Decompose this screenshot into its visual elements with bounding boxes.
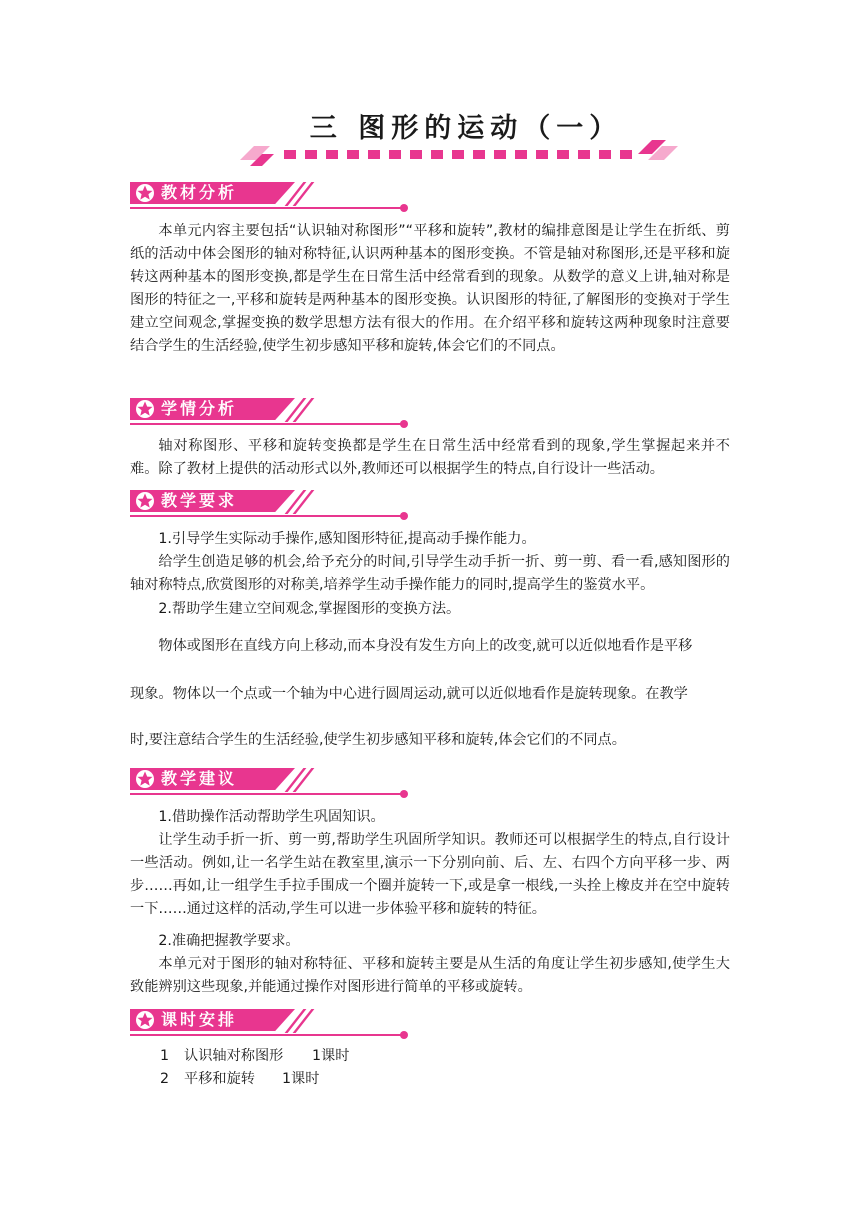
section-heading: 教学建议 (161, 769, 238, 788)
title-dash (431, 150, 443, 159)
title-dash (326, 150, 338, 159)
title-dash (599, 150, 611, 159)
title-banner (240, 100, 680, 170)
title-dash (284, 150, 296, 159)
star-icon (135, 769, 155, 789)
title-dash (557, 150, 569, 159)
title-dash (620, 150, 632, 159)
requirement-item-2: 2.帮助学生建立空间观念,掌握图形的变换方法。 (158, 601, 461, 617)
analysis-body: 本单元内容主要包括“认识轴对称图形”“平移和旋转”,教材的编排意图是让学生在折纸、剪纸的活动中体会图形的轴对称特征,认识两种基本的图形变换。不管是轴对称图形,还是平移和旋转这两种基本的图形变换,都是学生在日常生活中经常看到的现象。从数学的意义上讲,轴对称是图形的特征之一,平移和旋转是两种基本的图形变换。认识图形的特征,了解图形的变换对于学生建立空间观念,掌握变换的数学思想方法有很大的作用。在介绍平移和旋转这两种现象时注意要结合学生的生活经验,使学生初步感知平移和旋转,体会它们的不同点。 (130, 223, 730, 354)
section-heading: 课时安排 (161, 1010, 238, 1029)
star-icon (135, 491, 155, 511)
schedule-row (160, 1068, 319, 1091)
title-dash (452, 150, 464, 159)
requirement-item-1-body: 给学生创造足够的机会,给予充分的时间,引导学生动手折一折、剪一剪、看一看,感知图形的轴对称特点,欣赏图形的对称美,培养学生动手操作能力的同时,提高学生的鉴赏水平。 (130, 554, 730, 593)
title-decoration (240, 138, 680, 168)
requirement-item-2-line-1: 物体或图形在直线方向上移动,而本身没有发生方向上的改变,就可以近似地看作是平移 (158, 638, 693, 654)
requirement-item-2-line-2: 现象。物体以一个点或一个轴为中心进行圆周运动,就可以近似地看作是旋转现象。在教学 (130, 686, 688, 702)
title-dash (515, 150, 527, 159)
section-header-requirements (130, 490, 415, 520)
schedule-row-topic: 认识轴对称图形 (184, 1048, 284, 1064)
suggestion-item-2: 2.准确把握教学要求。 (158, 933, 300, 949)
requirement-item-2-line-3: 时,要注意结合学生的生活经验,使学生初步感知平移和旋转,体会它们的不同点。 (130, 732, 626, 748)
section-header-analysis (130, 182, 415, 212)
section-header-schedule (130, 1009, 415, 1039)
title-dash (536, 150, 548, 159)
star-icon (135, 183, 155, 203)
schedule-row-number: 2 (160, 1071, 170, 1087)
section-header-suggestions (130, 768, 415, 798)
title-dash (389, 150, 401, 159)
schedule-row-topic: 平移和旋转 (184, 1071, 255, 1087)
title-dash (305, 150, 317, 159)
suggestion-item-1: 1.借助操作活动帮助学生巩固知识。 (158, 809, 385, 825)
schedule-row-hours: 1课时 (312, 1048, 350, 1064)
students-body: 轴对称图形、平移和旋转变换都是学生在日常生活中经常看到的现象,学生掌握起来并不难。除了教材上提供的活动形式以外,教师还可以根据学生的特点,自行设计一些活动。 (130, 438, 730, 477)
suggestion-item-1-body: 让学生动手折一折、剪一剪,帮助学生巩固所学知识。教师还可以根据学生的特点,自行设计一些活动。例如,让一名学生站在教室里,演示一下分别向前、后、左、右四个方向平移一步、两步……再如,让一组学生手拉手围成一个圈并旋转一下,或是拿一根线,一头拴上橡皮并在空中旋转一下……通过这样的活动,学生可以进一步体验平移和旋转的特征。 (130, 832, 730, 917)
title-dash (368, 150, 380, 159)
schedule-row-number: 1 (160, 1048, 170, 1064)
section-heading: 教学要求 (161, 491, 238, 510)
section-header-students (130, 398, 415, 428)
section-heading: 学情分析 (161, 399, 238, 418)
section-heading: 教材分析 (161, 183, 238, 202)
page-title: 三 图形的运动（一） (309, 113, 623, 144)
title-dash (494, 150, 506, 159)
title-dash (473, 150, 485, 159)
schedule-row (160, 1045, 349, 1068)
title-dash (410, 150, 422, 159)
schedule-row-hours: 1课时 (282, 1071, 320, 1087)
requirement-item-1: 1.引导学生实际动手操作,感知图形特征,提高动手操作能力。 (158, 531, 536, 547)
star-icon (135, 1010, 155, 1030)
title-dash (347, 150, 359, 159)
title-dash (578, 150, 590, 159)
suggestion-item-2-body: 本单元对于图形的轴对称特征、平移和旋转主要是从生活的角度让学生初步感知,使学生大致能辨别这些现象,并能通过操作对图形进行简单的平移或旋转。 (130, 956, 730, 995)
star-icon (135, 399, 155, 419)
